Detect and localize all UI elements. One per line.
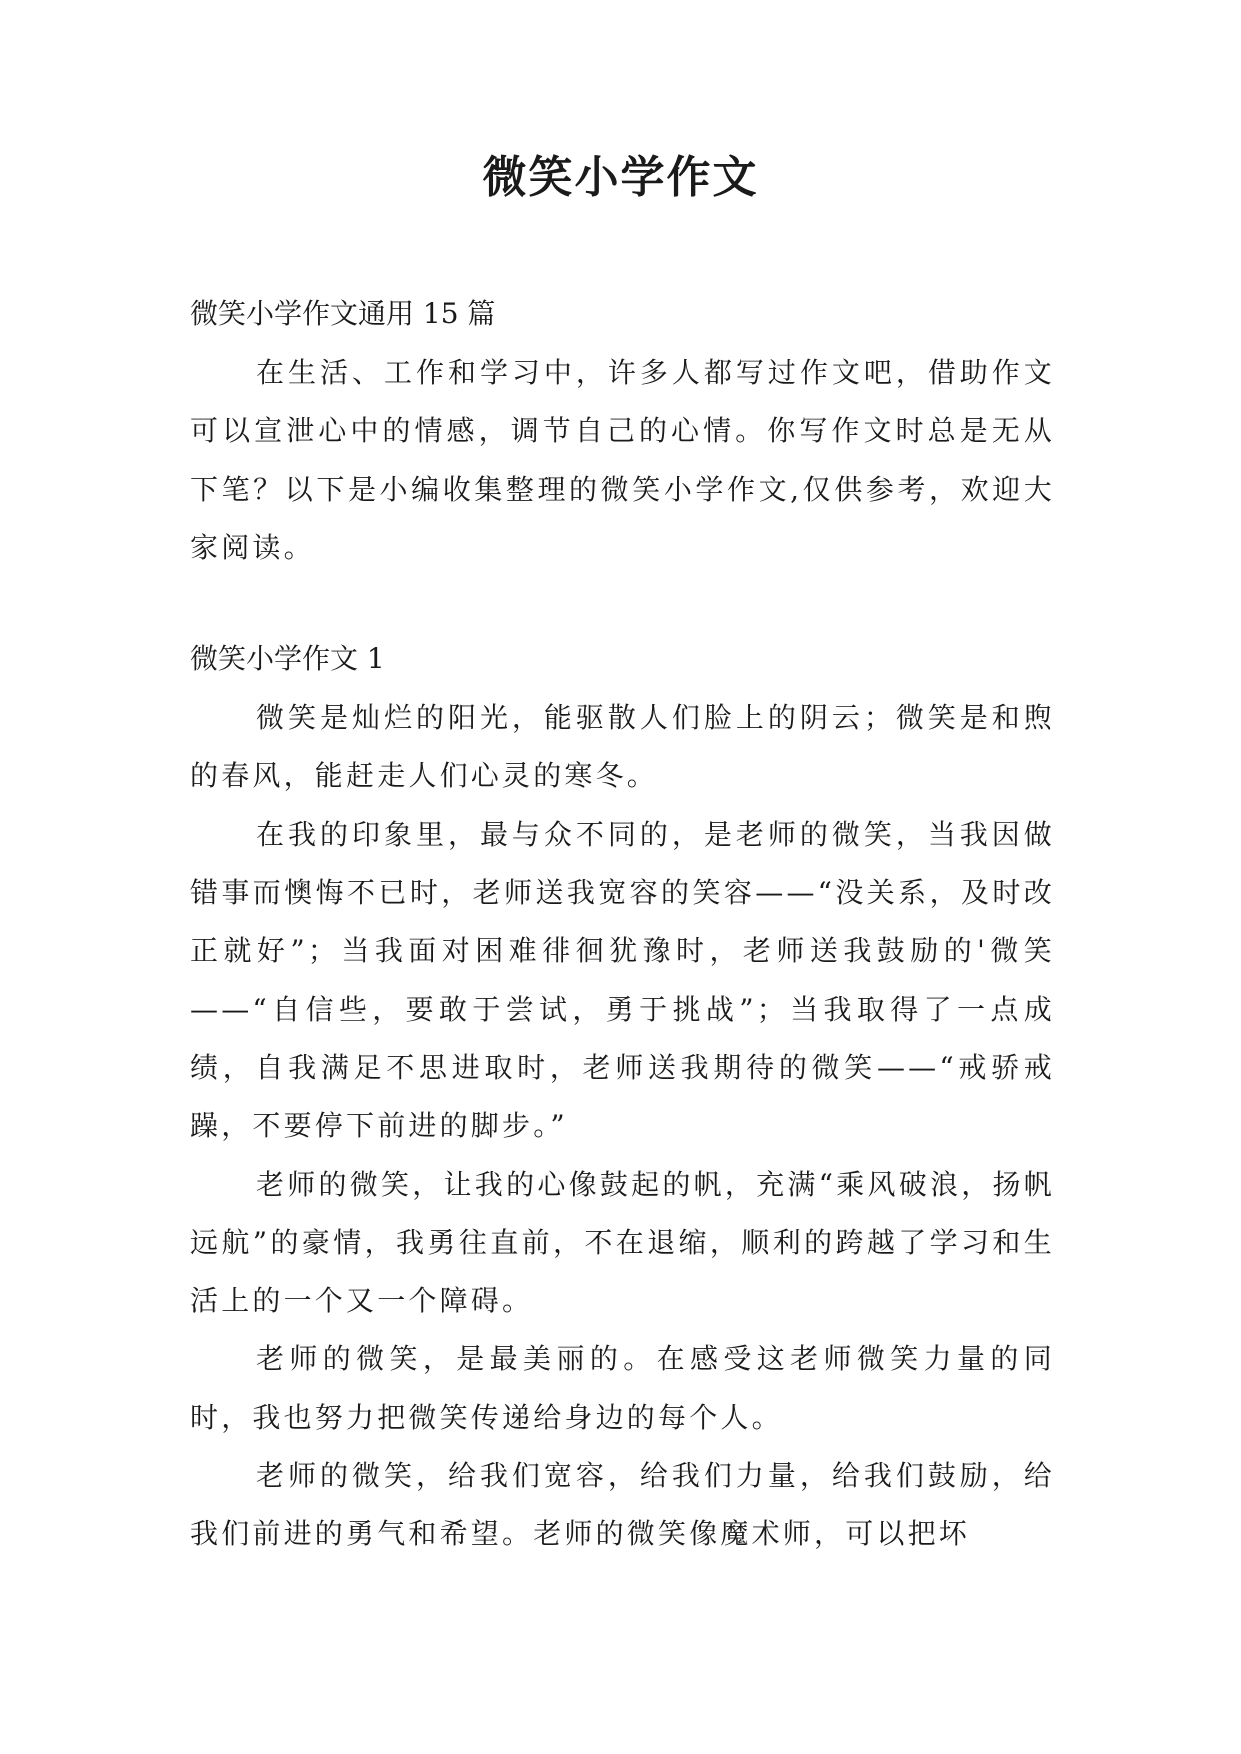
- intro-paragraph: 在生活、工作和学习中，许多人都写过作文吧，借助作文可以宣泄心中的情感，调节自己的心情。你写作文时总是无从下笔？以下是小编收集整理的微笑小学作文,仅供参考，欢迎大家阅读。: [190, 356, 1055, 564]
- body-paragraph: 老师的微笑，给我们宽容，给我们力量，给我们鼓励，给我们前进的勇气和希望。老师的微笑像魔术师，可以把坏: [190, 1459, 1055, 1551]
- document-body: [190, 284, 1055, 1564]
- body-paragraph: 微笑是灿烂的阳光，能驱散人们脸上的阴云；微笑是和煦的春风，能赶走人们心灵的寒冬。: [190, 701, 1055, 793]
- document-subtitle: 微笑小学作文通用 15 篇: [190, 297, 496, 330]
- body-paragraph: 在我的印象里，最与众不同的，是老师的微笑，当我因做错事而懊悔不已时，老师送我宽容的笑容——“没关系，及时改正就好”；当我面对困难徘徊犹豫时，老师送我鼓励的'微笑——“自信些，要敢于尝试，勇于挑战”；当我取得了一点成绩，自我满足不思进取时，老师送我期待的微笑——“戒骄戒躁，不要停下前进的脚步。”: [190, 817, 1055, 1143]
- body-paragraph: 老师的微笑，让我的心像鼓起的帆，充满“乘风破浪，扬帆远航”的豪情，我勇往直前，不在退缩，顺利的跨越了学习和生活上的一个又一个障碍。: [190, 1167, 1055, 1318]
- section-heading: 微笑小学作文 1: [190, 642, 385, 676]
- document-title: 微笑小学作文: [482, 152, 759, 203]
- body-paragraph: 老师的微笑，是最美丽的。在感受这老师微笑力量的同时，我也努力把微笑传递给身边的每个人。: [190, 1342, 1055, 1434]
